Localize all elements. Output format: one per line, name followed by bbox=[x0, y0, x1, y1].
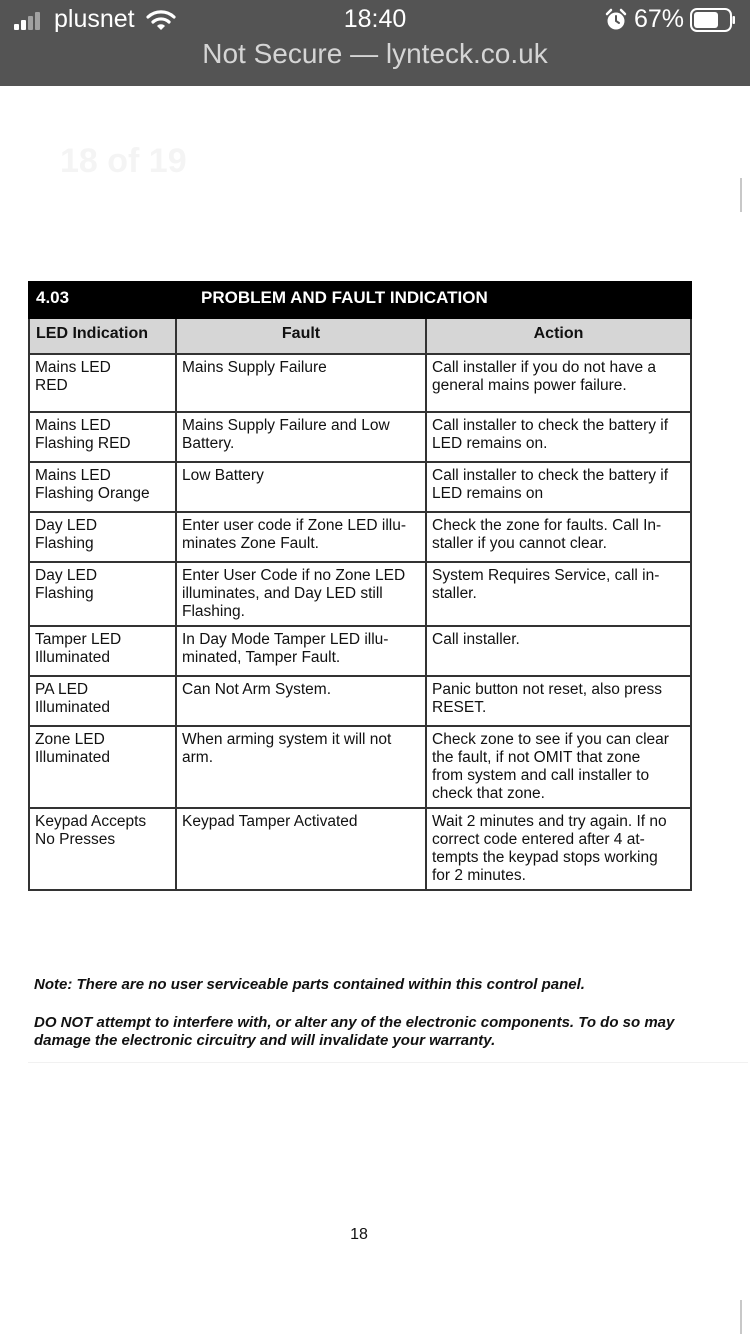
url-bar[interactable]: Not Secure — lynteck.co.uk bbox=[202, 38, 548, 69]
table-row bbox=[29, 412, 691, 462]
cell-action: System Requires Service, call in- staller. bbox=[426, 562, 691, 626]
table-row bbox=[29, 726, 691, 808]
cell-fault: When arming system it will not arm. bbox=[176, 726, 426, 808]
cell-fault: Can Not Arm System. bbox=[176, 676, 426, 726]
cell-fault: In Day Mode Tamper LED illu- minated, Tamper Fault. bbox=[176, 626, 426, 676]
cell-fault: Mains Supply Failure and Low Battery. bbox=[176, 412, 426, 462]
cell-led: PA LED Illuminated bbox=[29, 676, 176, 726]
cell-led: Zone LED Illuminated bbox=[29, 726, 176, 808]
cell-fault: Low Battery bbox=[176, 462, 426, 512]
section-number: 4.03 bbox=[29, 282, 176, 318]
cell-fault: Enter User Code if no Zone LED illuminates, and Day LED still Flashing. bbox=[176, 562, 426, 626]
cell-led: Day LED Flashing bbox=[29, 512, 176, 562]
table-row bbox=[29, 462, 691, 512]
cell-fault: Mains Supply Failure bbox=[176, 354, 426, 412]
cell-action: Call installer to check the battery if LED remains on. bbox=[426, 412, 691, 462]
note-serviceable-parts: Note: There are no user serviceable parts contained within this control panel. bbox=[34, 976, 585, 993]
table-body bbox=[29, 354, 691, 890]
cell-led: Keypad Accepts No Presses bbox=[29, 808, 176, 890]
table-header-row bbox=[29, 318, 691, 354]
cell-action: Check the zone for faults. Call In- staller if you cannot clear. bbox=[426, 512, 691, 562]
table-title-row bbox=[29, 282, 691, 318]
table-row bbox=[29, 562, 691, 626]
battery-icon bbox=[690, 8, 736, 32]
table-row bbox=[29, 354, 691, 412]
cell-action: Wait 2 minutes and try again. If no correct code entered after 4 at- tempts the keypad stops working for 2 minutes. bbox=[426, 808, 691, 890]
cell-led: Day LED Flashing bbox=[29, 562, 176, 626]
carrier-name: plusnet bbox=[54, 5, 135, 33]
table-row bbox=[29, 808, 691, 890]
cell-led: Tamper LED Illuminated bbox=[29, 626, 176, 676]
notes bbox=[34, 976, 714, 1070]
page-counter: 18 of 19 bbox=[60, 142, 187, 180]
section-title: PROBLEM AND FAULT INDICATION bbox=[176, 282, 691, 318]
column-header-led: LED Indication bbox=[29, 318, 176, 354]
fault-table bbox=[28, 281, 692, 891]
scroll-indicator-bottom bbox=[740, 1300, 742, 1334]
cell-action: Check zone to see if you can clear the fault, if not OMIT that zone from system and call installer to check that zone. bbox=[426, 726, 691, 808]
page-number: 18 bbox=[350, 1226, 368, 1243]
table-row bbox=[29, 626, 691, 676]
cell-fault: Keypad Tamper Activated bbox=[176, 808, 426, 890]
column-header-fault: Fault bbox=[176, 318, 426, 354]
cell-action: Call installer. bbox=[426, 626, 691, 676]
cell-led: Mains LED Flashing RED bbox=[29, 412, 176, 462]
column-header-action: Action bbox=[426, 318, 691, 354]
cell-action: Call installer if you do not have a general mains power failure. bbox=[426, 354, 691, 412]
table-row bbox=[29, 676, 691, 726]
battery-percent: 67% bbox=[634, 5, 685, 33]
scroll-indicator[interactable] bbox=[740, 178, 742, 212]
cell-action: Panic button not reset, also press RESET. bbox=[426, 676, 691, 726]
cell-led: Mains LED Flashing Orange bbox=[29, 462, 176, 512]
cell-action: Call installer to check the battery if LED remains on bbox=[426, 462, 691, 512]
alarm-clock-icon bbox=[604, 8, 628, 32]
note-warranty-warning: DO NOT attempt to interfere with, or alter any of the electronic components. To do so may damage the electronic circuitry and will invalidate your warranty. bbox=[34, 1014, 675, 1049]
status-bar bbox=[0, 0, 750, 86]
clock: 18:40 bbox=[343, 5, 407, 33]
cell-led: Mains LED RED bbox=[29, 354, 176, 412]
table-row bbox=[29, 512, 691, 562]
cell-fault: Enter user code if Zone LED illu- minates Zone Fault. bbox=[176, 512, 426, 562]
